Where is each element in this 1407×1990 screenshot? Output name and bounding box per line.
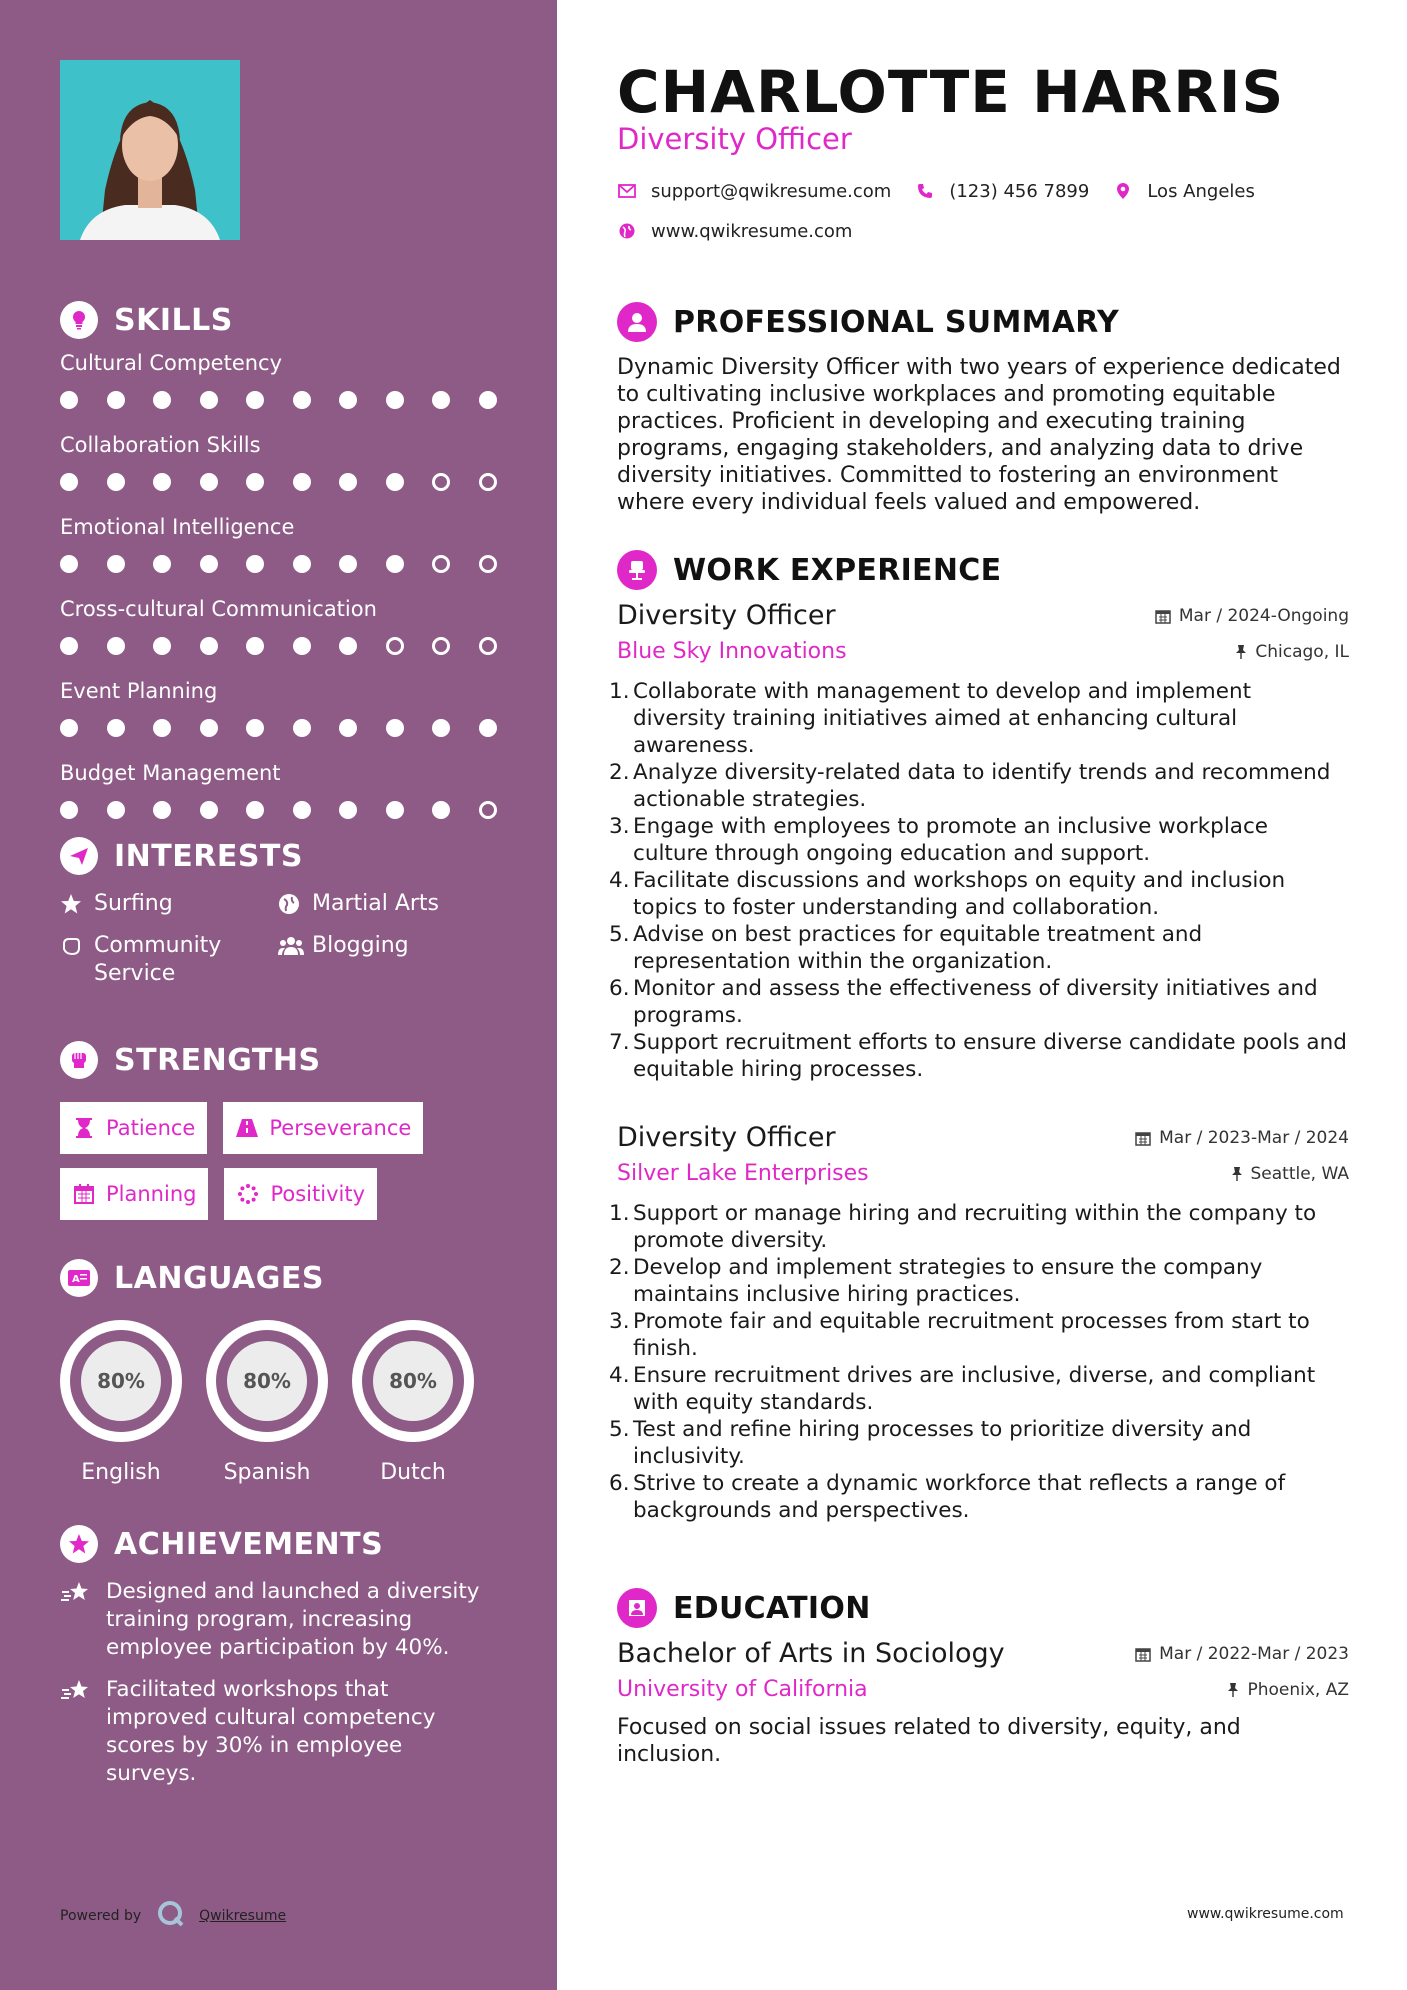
rating-dot-filled bbox=[246, 555, 264, 573]
job-date-text: Mar / 2023-Mar / 2024 bbox=[1159, 1127, 1349, 1148]
interest-label: Community Service bbox=[94, 933, 222, 986]
candidate-name: CHARLOTTE HARRIS bbox=[617, 58, 1285, 126]
education-entry bbox=[617, 1638, 1349, 1768]
rating-dot-filled bbox=[107, 719, 125, 737]
profile-photo bbox=[60, 60, 240, 240]
skills-list bbox=[60, 348, 510, 832]
interests-section bbox=[60, 836, 510, 988]
star-icon bbox=[60, 890, 86, 918]
skill-item bbox=[60, 430, 510, 504]
website-text: www.qwikresume.com bbox=[651, 220, 853, 242]
calendar-icon bbox=[72, 1182, 96, 1206]
skill-label: Emotional Intelligence bbox=[60, 515, 295, 539]
contact-info bbox=[617, 178, 1279, 258]
rating-dot-filled bbox=[60, 391, 78, 409]
rating-dot-filled bbox=[386, 555, 404, 573]
summary-title: PROFESSIONAL SUMMARY bbox=[673, 304, 1120, 340]
rating-dot-empty bbox=[386, 637, 404, 655]
rating-dot-empty bbox=[432, 637, 450, 655]
experience-section bbox=[617, 548, 1349, 592]
language-ring bbox=[352, 1320, 474, 1442]
rating-dot-filled bbox=[153, 391, 171, 409]
languages-list bbox=[60, 1320, 510, 1485]
job-bullet: 2 . Develop and implement strategies to ensure the company maintains inclusive hiring practices. bbox=[617, 1254, 1349, 1308]
rating-dot-filled bbox=[153, 555, 171, 573]
language-percent: 80% bbox=[81, 1341, 161, 1421]
interests-title: INTERESTS bbox=[114, 838, 303, 874]
sidebar bbox=[0, 0, 557, 1990]
skill-rating bbox=[60, 624, 510, 668]
education-description: Focused on social issues related to diversity, equity, and inclusion. bbox=[617, 1715, 1241, 1767]
job-date-text: Mar / 2024-Ongoing bbox=[1178, 605, 1349, 626]
job-bullet: 1 . Collaborate with management to develop and implement diversity training initiatives aimed at enhancing cultural awareness. bbox=[617, 678, 1349, 759]
rating-dot-filled bbox=[200, 555, 218, 573]
education-section bbox=[617, 1586, 1349, 1630]
languages-title: LANGUAGES bbox=[114, 1260, 324, 1296]
rating-dot-filled bbox=[107, 637, 125, 655]
language-name: Dutch bbox=[380, 1460, 446, 1485]
contact-location bbox=[1113, 181, 1255, 202]
education-location bbox=[1227, 1680, 1349, 1700]
rating-dot-filled bbox=[293, 637, 311, 655]
job-bullet: 7 . Support recruitment efforts to ensure diverse candidate pools and equitable hiring processes. bbox=[617, 1029, 1349, 1083]
rating-dot-filled bbox=[432, 719, 450, 737]
degree: Bachelor of Arts in Sociology bbox=[617, 1638, 1005, 1669]
rating-dot-filled bbox=[200, 719, 218, 737]
rating-dot-empty bbox=[432, 473, 450, 491]
interest-item bbox=[60, 932, 278, 988]
rating-dot-filled bbox=[60, 801, 78, 819]
language-ring bbox=[60, 1320, 182, 1442]
rating-dot-filled bbox=[432, 801, 450, 819]
interest-label: Blogging bbox=[312, 933, 409, 958]
interest-item bbox=[278, 932, 496, 988]
pushpin-icon bbox=[1231, 1166, 1243, 1182]
rating-dot-filled bbox=[479, 391, 497, 409]
powered-by-label: Powered by bbox=[60, 1908, 142, 1924]
qwikresume-logo-icon bbox=[157, 1900, 185, 1932]
globe-icon bbox=[617, 221, 637, 241]
rating-dot-filled bbox=[339, 391, 357, 409]
skill-label: Budget Management bbox=[60, 761, 281, 785]
strength-tag bbox=[223, 1102, 423, 1154]
rating-dot-filled bbox=[200, 473, 218, 491]
job-company: Silver Lake Enterprises bbox=[617, 1161, 869, 1186]
job-location bbox=[1235, 642, 1349, 662]
rating-dot-filled bbox=[246, 473, 264, 491]
strength-label: Planning bbox=[106, 1182, 197, 1206]
achievements-title: ACHIEVEMENTS bbox=[114, 1526, 384, 1562]
education-title: EDUCATION bbox=[673, 1590, 871, 1626]
job-bullet: 6 . Strive to create a dynamic workforce that reflects a range of backgrounds and perspectives. bbox=[617, 1470, 1349, 1524]
rating-dot-filled bbox=[200, 801, 218, 819]
language-item bbox=[206, 1320, 352, 1485]
strengths-title: STRENGTHS bbox=[114, 1042, 321, 1078]
candidate-role: Diversity Officer bbox=[617, 122, 852, 156]
job-bullet: 5 . Advise on best practices for equitable treatment and representation within the organization. bbox=[617, 921, 1349, 975]
strength-tag bbox=[60, 1168, 208, 1220]
rating-dot-filled bbox=[386, 473, 404, 491]
interest-item bbox=[278, 890, 496, 918]
strengths-tags bbox=[60, 1102, 460, 1220]
skill-item bbox=[60, 758, 510, 832]
envelope-icon bbox=[617, 181, 637, 201]
location-text: Los Angeles bbox=[1147, 180, 1255, 202]
skill-label: Event Planning bbox=[60, 679, 218, 703]
calendar-icon bbox=[1135, 1130, 1151, 1146]
skills-section bbox=[60, 300, 510, 832]
skill-label: Cultural Competency bbox=[60, 351, 283, 375]
rating-dot-empty bbox=[479, 637, 497, 655]
rating-dot-filled bbox=[107, 555, 125, 573]
rating-dot-filled bbox=[386, 391, 404, 409]
summary-text: Dynamic Diversity Officer with two years of experience dedicated to cultivating inclusive workplaces and promoting equitable practices. Proficient in developing and executing training programs, engaging stakeholders, and analyzing data to drive diversity initiatives. Committed to fostering an environment where every individual feels valued and empowered. bbox=[617, 355, 1341, 515]
rating-dot-filled bbox=[246, 719, 264, 737]
rating-dot-filled bbox=[200, 391, 218, 409]
strength-label: Perseverance bbox=[269, 1116, 412, 1140]
graduate-icon bbox=[617, 1588, 657, 1628]
chair-icon bbox=[617, 550, 657, 590]
school: University of California bbox=[617, 1677, 868, 1702]
rating-dot-filled bbox=[339, 801, 357, 819]
rating-dot-filled bbox=[293, 473, 311, 491]
rating-dot-filled bbox=[153, 801, 171, 819]
calendar-icon bbox=[1135, 1646, 1151, 1662]
job-bullet: 3 . Promote fair and equitable recruitment processes from start to finish. bbox=[617, 1308, 1349, 1362]
education-date-text: Mar / 2022-Mar / 2023 bbox=[1159, 1643, 1349, 1664]
lightbulb-icon bbox=[60, 301, 98, 339]
job-entry bbox=[609, 600, 1349, 1083]
strength-label: Positivity bbox=[270, 1182, 365, 1206]
job-title: Diversity Officer bbox=[617, 1122, 836, 1153]
skill-label: Cross-cultural Communication bbox=[60, 597, 377, 621]
strength-tag bbox=[224, 1168, 377, 1220]
language-name: English bbox=[81, 1460, 161, 1485]
rating-dot-filled bbox=[386, 801, 404, 819]
pushpin-icon bbox=[1235, 644, 1247, 660]
rating-dot-filled bbox=[107, 473, 125, 491]
skill-rating bbox=[60, 788, 510, 832]
rating-dot-filled bbox=[107, 801, 125, 819]
rating-dot-filled bbox=[246, 391, 264, 409]
interest-item bbox=[60, 890, 278, 918]
languages-section bbox=[60, 1258, 510, 1485]
rating-dot-filled bbox=[293, 719, 311, 737]
education-location-text: Phoenix, AZ bbox=[1247, 1679, 1349, 1700]
job-bullet: 4 . Ensure recruitment drives are inclusive, diverse, and compliant with equity standards. bbox=[617, 1362, 1349, 1416]
skill-rating bbox=[60, 378, 510, 422]
strength-tag bbox=[60, 1102, 207, 1154]
skill-rating bbox=[60, 460, 510, 504]
rating-dot-filled bbox=[200, 637, 218, 655]
star-badge-icon bbox=[60, 1525, 98, 1563]
skill-item bbox=[60, 348, 510, 422]
shooting-star-icon bbox=[60, 1676, 94, 1788]
job-bullet: 4 . Facilitate discussions and workshops on equity and inclusion topics to foster understanding and collaboration. bbox=[617, 867, 1349, 921]
rating-dot-filled bbox=[246, 801, 264, 819]
rating-dot-filled bbox=[293, 801, 311, 819]
job-bullet: 3 . Engage with employees to promote an inclusive workplace culture through ongoing education and support. bbox=[617, 813, 1349, 867]
job-title: Diversity Officer bbox=[617, 600, 836, 631]
paper-plane-icon bbox=[60, 837, 98, 875]
skill-item bbox=[60, 512, 510, 586]
achievement-text: Designed and launched a diversity training program, increasing employee participation by 40%. bbox=[106, 1579, 480, 1660]
language-name: Spanish bbox=[223, 1460, 311, 1485]
rating-dot-filled bbox=[153, 473, 171, 491]
skill-label: Collaboration Skills bbox=[60, 433, 261, 457]
footer-url[interactable]: www.qwikresume.com bbox=[1187, 1906, 1344, 1922]
language-item bbox=[352, 1320, 498, 1485]
user-icon bbox=[617, 302, 657, 342]
rating-dot-filled bbox=[246, 637, 264, 655]
rating-dot-filled bbox=[107, 391, 125, 409]
shooting-star-icon bbox=[60, 1578, 94, 1662]
job-bullet: 6 . Monitor and assess the effectiveness of diversity initiatives and programs. bbox=[617, 975, 1349, 1029]
achievements-section bbox=[60, 1524, 510, 1802]
achievement-item bbox=[60, 1578, 510, 1662]
rating-dot-filled bbox=[339, 555, 357, 573]
map-pin-icon bbox=[1113, 181, 1133, 201]
job-bullet: 1 . Support or manage hiring and recruiting within the company to promote diversity. bbox=[617, 1200, 1349, 1254]
contact-website[interactable] bbox=[617, 221, 852, 242]
language-ring bbox=[206, 1320, 328, 1442]
rating-dot-filled bbox=[153, 637, 171, 655]
interest-label: Martial Arts bbox=[312, 891, 440, 916]
fist-icon bbox=[60, 1041, 98, 1079]
rating-dot-empty bbox=[479, 473, 497, 491]
strengths-section bbox=[60, 1040, 510, 1220]
education-date bbox=[1135, 1644, 1349, 1664]
spinner-icon bbox=[236, 1182, 260, 1206]
road-icon bbox=[235, 1116, 259, 1140]
interests-list bbox=[60, 890, 510, 988]
svg-text:A: A bbox=[72, 1274, 80, 1285]
job-entry bbox=[609, 1122, 1349, 1524]
hourglass-icon bbox=[72, 1116, 96, 1140]
contact-phone[interactable] bbox=[915, 181, 1089, 202]
rating-dot-filled bbox=[386, 719, 404, 737]
powered-by bbox=[60, 1900, 286, 1932]
email-text: support@qwikresume.com bbox=[651, 180, 892, 202]
achievements-list bbox=[60, 1578, 510, 1788]
rating-dot-filled bbox=[60, 637, 78, 655]
rating-dot-filled bbox=[60, 555, 78, 573]
interest-label: Surfing bbox=[94, 891, 173, 916]
job-location-text: Chicago, IL bbox=[1255, 641, 1349, 662]
rating-dot-empty bbox=[479, 555, 497, 573]
job-bullet: 2 . Analyze diversity-related data to identify trends and recommend actionable strategies. bbox=[617, 759, 1349, 813]
job-location-text: Seattle, WA bbox=[1250, 1163, 1349, 1184]
skill-rating bbox=[60, 706, 510, 750]
pushpin-icon bbox=[1227, 1682, 1239, 1698]
language-percent: 80% bbox=[227, 1341, 307, 1421]
job-company: Blue Sky Innovations bbox=[617, 639, 847, 664]
phone-icon bbox=[915, 181, 935, 201]
language-percent: 80% bbox=[373, 1341, 453, 1421]
rating-dot-filled bbox=[293, 391, 311, 409]
job-bullet: 5 . Test and refine hiring processes to prioritize diversity and inclusivity. bbox=[617, 1416, 1349, 1470]
contact-email[interactable] bbox=[617, 181, 891, 202]
users-icon bbox=[278, 932, 304, 960]
qwikresume-link[interactable]: Qwikresume bbox=[199, 1908, 287, 1924]
rating-dot-filled bbox=[479, 719, 497, 737]
rating-dot-filled bbox=[432, 391, 450, 409]
rating-dot-filled bbox=[339, 637, 357, 655]
achievement-item bbox=[60, 1676, 510, 1788]
strength-label: Patience bbox=[106, 1116, 196, 1140]
skill-item bbox=[60, 594, 510, 668]
rating-dot-filled bbox=[153, 719, 171, 737]
language-icon bbox=[60, 1259, 98, 1297]
rating-dot-filled bbox=[60, 473, 78, 491]
skill-rating bbox=[60, 542, 510, 586]
summary-section bbox=[617, 300, 1349, 516]
phone-text: (123) 456 7899 bbox=[949, 180, 1090, 202]
rating-dot-empty bbox=[432, 555, 450, 573]
rating-dot-filled bbox=[293, 555, 311, 573]
rating-dot-filled bbox=[60, 719, 78, 737]
job-date bbox=[1135, 1128, 1349, 1148]
globe-icon bbox=[278, 890, 304, 918]
hand-icon bbox=[60, 932, 86, 960]
rating-dot-empty bbox=[479, 801, 497, 819]
language-item bbox=[60, 1320, 206, 1485]
skills-title: SKILLS bbox=[114, 302, 233, 338]
calendar-icon bbox=[1155, 608, 1171, 624]
job-location bbox=[1231, 1164, 1350, 1184]
job-bullets bbox=[609, 678, 1349, 1083]
skill-item bbox=[60, 676, 510, 750]
rating-dot-filled bbox=[339, 719, 357, 737]
rating-dot-filled bbox=[339, 473, 357, 491]
job-bullets bbox=[609, 1200, 1349, 1524]
job-date bbox=[1155, 606, 1349, 626]
experience-title: WORK EXPERIENCE bbox=[673, 552, 1002, 588]
achievement-text: Facilitated workshops that improved cultural competency scores by 30% in employee surveys. bbox=[106, 1677, 436, 1786]
